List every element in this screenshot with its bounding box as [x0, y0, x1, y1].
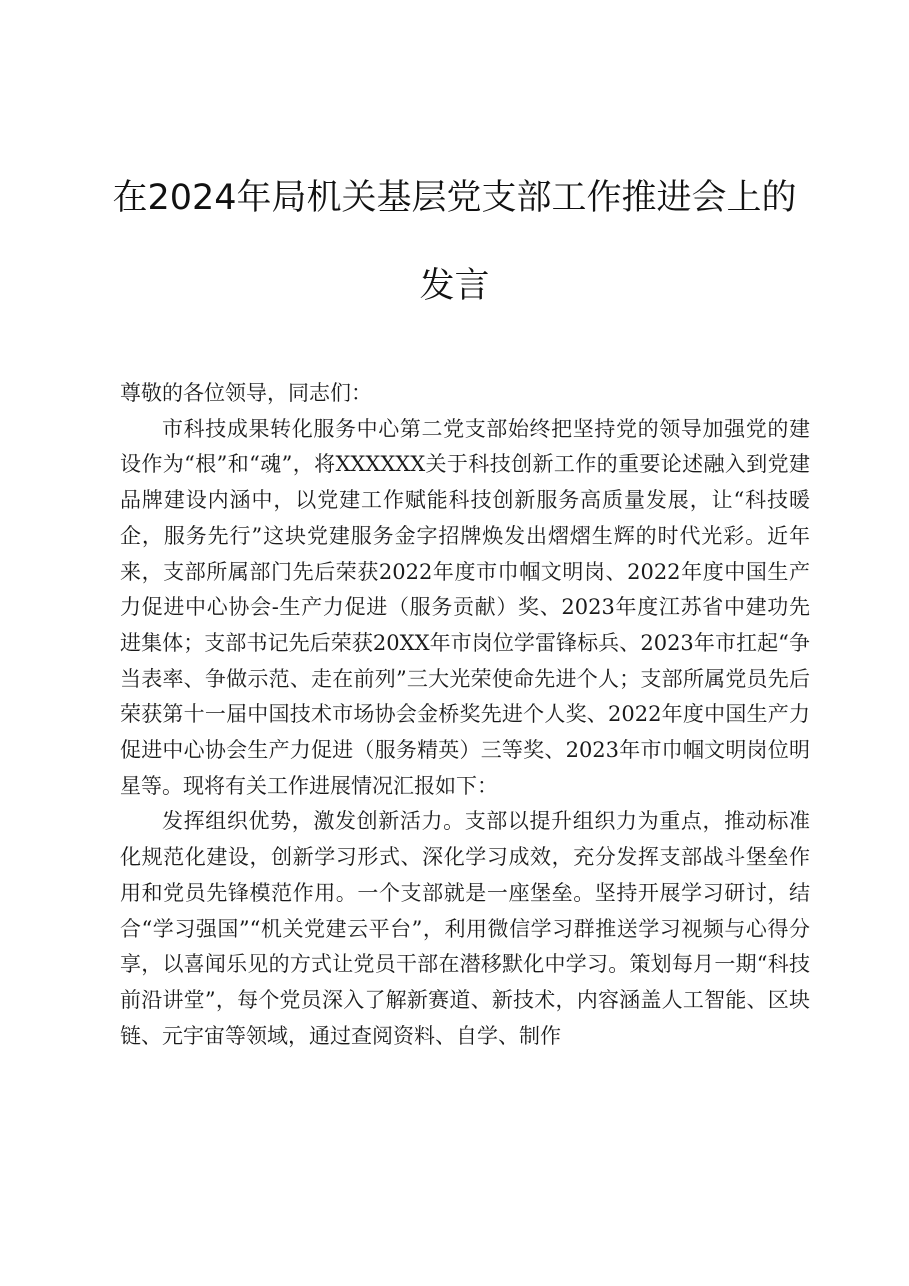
- document-title-line-1: 在2024年局机关基层党支部工作推进会上的: [112, 178, 797, 218]
- body-paragraph-2: 发挥组织优势，激发创新活力。支部以提升组织力为重点，推动标准化规范化建设，创新学习形式、深化学习成效，充分发挥支部战斗堡垒作用和党员先锋模范作用。一个支部就是一座堡垒。坚持开展学习研讨，结合“学习强国”“机关党建云平台”，利用微信学习群推送学习视频与心得分享，以喜闻乐见的方式让党员干部在潜移默化中学习。策划每月一期“科技前沿讲堂”，每个党员深入了解新赛道、新技术，内容涵盖人工智能、区块链、元宇宙等领域，通过查阅资料、自学、制作: [120, 809, 810, 1048]
- document-title-line-2: 发言: [419, 266, 490, 306]
- salutation: 尊敬的各位领导，同志们：: [120, 381, 372, 405]
- body-paragraph-1: 市科技成果转化服务中心第二党支部始终把坚持党的领导加强党的建设作为“根”和“魂”，将XXXXXX关于科技创新工作的重要论述融入到党建品牌建设内涵中，以党建工作赋能科技创新服务高质量发展，让“科技暖企，服务先行”这块党建服务金字招牌焕发出熠熠生辉的时代光彩。近年来，支部所属部门先后荣获2022年度市巾帼文明岗、2022年度中国生产力促进中心协会-生产力促进（服务贡献）奖、2023年度江苏省中建功先进集体；支部书记先后荣获20XX年市岗位学雷锋标兵、2023年市扛起“争当表率、争做示范、走在前列”三大光荣使命先进个人；支部所属党员先后荣获第十一届中国技术市场协会金桥奖先进个人奖、2022年度中国生产力促进中心协会生产力促进（服务精英）三等奖、2023年市巾帼文明岗位明星等。现将有关工作进展情况汇报如下：: [120, 416, 810, 798]
- document-body: [120, 376, 810, 1054]
